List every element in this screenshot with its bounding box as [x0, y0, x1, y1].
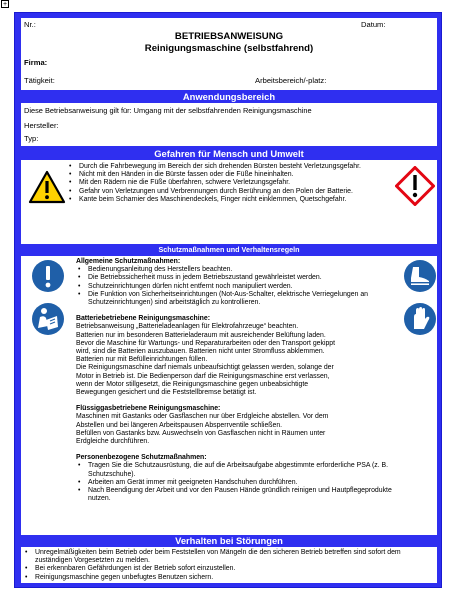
general-measures-list	[76, 266, 398, 307]
arbeitsbereich-label: Arbeitsbereich/-platz:	[255, 76, 327, 85]
battery-line: Bewegungen gesichert und die Feststellbremse betätigt ist.	[76, 389, 257, 397]
faults-heading: Verhalten bei Störungen	[175, 535, 283, 546]
gas-line: Erdgleiche durchführen.	[76, 438, 150, 446]
wear-gloves-icon	[403, 302, 437, 336]
list-item: • Tragen Sie die Schutzausrüstung, die auf die Arbeitsaufgabe abgestimmte erforderliche PSA (z. B. Schutzschuhe).	[76, 462, 398, 478]
general-mandatory-icon	[31, 259, 65, 293]
hazards-box	[21, 160, 437, 244]
list-item: • Die Betriebssicherheit muss in jedem Betriebszustand gewährleistet werden.	[76, 274, 398, 282]
hersteller-label: Hersteller:	[24, 121, 59, 130]
list-item: • Durch die Fahrbewegung im Bereich der sich drehenden Bürsten besteht Verletzungsgefahr.	[67, 163, 367, 171]
protection-content	[76, 258, 398, 503]
protection-heading: Schutzmaßnahmen und Verhaltensregeln	[158, 245, 300, 254]
battery-line: Batterien nur mit Befülleinrichtungen füllen.	[76, 356, 208, 364]
list-item: • Unregelmäßigkeiten beim Betrieb oder beim Feststellen von Mängeln die den sicheren Betrieb betreffen sind sofort dem zuständigen Vorgesetzten zu melden.	[23, 549, 433, 565]
faults-box	[21, 547, 437, 583]
instruction-sheet	[14, 12, 442, 588]
personal-measures-list	[76, 462, 398, 503]
warning-triangle-icon	[28, 170, 66, 204]
list-item: • Bei erkennbaren Gefährdungen ist der Betrieb sofort einzustellen.	[23, 565, 433, 573]
protection-box	[21, 256, 437, 535]
battery-line: wenn der Motor stillgesetzt, die Reinigungsmaschine gegen unbeabsichtigte	[76, 380, 309, 388]
battery-line: wird, sind die Batterien auszubauen. Batterien nicht unter Stromfluss abklemmen.	[76, 348, 325, 356]
battery-line: Motor in Betrieb ist. Die Bedienperson darf die Reinigungsmaschine erst verlassen,	[76, 372, 330, 380]
gas-line: Maschinen mit Gastanks oder Gasflaschen nur über Erdgleiche abstellen. Vor dem	[76, 413, 329, 421]
list-item: • Arbeiten am Gerät immer mit geeigneten Handschuhen durchführen.	[76, 479, 398, 487]
battery-line: Betriebsanweisung „Batterieladeanlagen für Elektrofahrzeuge“ beachten.	[76, 323, 299, 331]
datum-label: Datum:	[361, 20, 386, 29]
list-item: • Schutzeinrichtungen dürfen nicht entfernt noch manipuliert werden.	[76, 283, 398, 291]
gas-line: Abstellen und bei längeren Arbeitspausen Absperrventile schließen.	[76, 421, 283, 429]
gas-title: Flüssiggasbetriebene Reinigungsmaschine:	[76, 405, 221, 413]
hazards-list	[67, 163, 367, 204]
safety-shoes-icon	[403, 259, 437, 293]
document-subtitle: Reinigungsmaschine (selbstfahrend)	[144, 43, 314, 54]
general-measures-title: Allgemeine Schutzmaßnahmen:	[76, 258, 181, 265]
faults-list	[23, 549, 433, 582]
battery-line: Bevor die Maschine für Wartungs- und Reparaturarbeiten oder den Transport gekippt	[76, 339, 336, 347]
list-item: • Gefahr von Verletzungen und Verbrennungen durch Berührung an den Polen der Batterie.	[67, 188, 367, 196]
read-manual-icon	[31, 302, 65, 336]
list-item: • Reinigungsmaschine gegen unbefugtes Benutzen sichern.	[23, 574, 433, 582]
health-hazard-diamond-icon	[395, 166, 435, 206]
firma-label: Firma:	[24, 58, 48, 67]
list-item: • Kante beim Scharnier des Maschinendeckels, Finger nicht einklemmen, Quetschgefahr.	[67, 196, 367, 204]
personal-measures-title: Personenbezogene Schutzmaßnahmen:	[76, 454, 207, 462]
battery-title: Batteriebetriebene Reinigungsmaschine:	[76, 315, 211, 323]
page-corner-mark: +	[2, 1, 8, 8]
battery-line: Batterien nur im besonderen Batterieladeraum mit ausreichender Belüftung laden.	[76, 331, 326, 339]
list-item: • Bedienungsanleitung des Herstellers beachten.	[76, 266, 398, 274]
battery-line: Die Reinigungsmaschine darf niemals unbeaufsichtigt gelassen werden, solange der	[76, 364, 334, 372]
hazards-heading: Gefahren für Mensch und Umwelt	[154, 148, 304, 159]
list-item: • Nicht mit den Händen in die Bürste fassen oder die Füße hineinhalten.	[67, 171, 367, 179]
list-item: • Nach Beendigung der Arbeit und vor den Pausen Hände gründlich reinigen und Hautpflegeprodukte nutzen.	[76, 487, 398, 503]
document-title: BETRIEBSANWEISUNG	[174, 31, 284, 42]
list-item: • Mit den Rädern nie die Füße überfahren, schwere Verletzungsgefahr.	[67, 179, 367, 187]
gas-line: Befüllen von Gastanks bzw. Auswechseln von Gasflaschen nicht in Räumen unter	[76, 429, 326, 437]
typ-label: Typ:	[24, 134, 39, 143]
nr-label: Nr.:	[24, 20, 36, 29]
list-item: • Die Funktion von Sicherheitseinrichtungen (Not-Aus-Schalter, elektrische Verriegelungen an Schutzeinrichtungen) sind arbeitstäglich zu kontrollieren.	[76, 291, 398, 307]
taetigkeit-label: Tätigkeit:	[24, 76, 55, 85]
header-box	[21, 18, 437, 90]
scope-heading: Anwendungsbereich	[182, 91, 276, 102]
scope-text: Diese Betriebsanweisung gilt für: Umgang mit der selbstfahrenden Reinigungsmaschine	[24, 106, 312, 115]
scope-box	[21, 103, 437, 146]
